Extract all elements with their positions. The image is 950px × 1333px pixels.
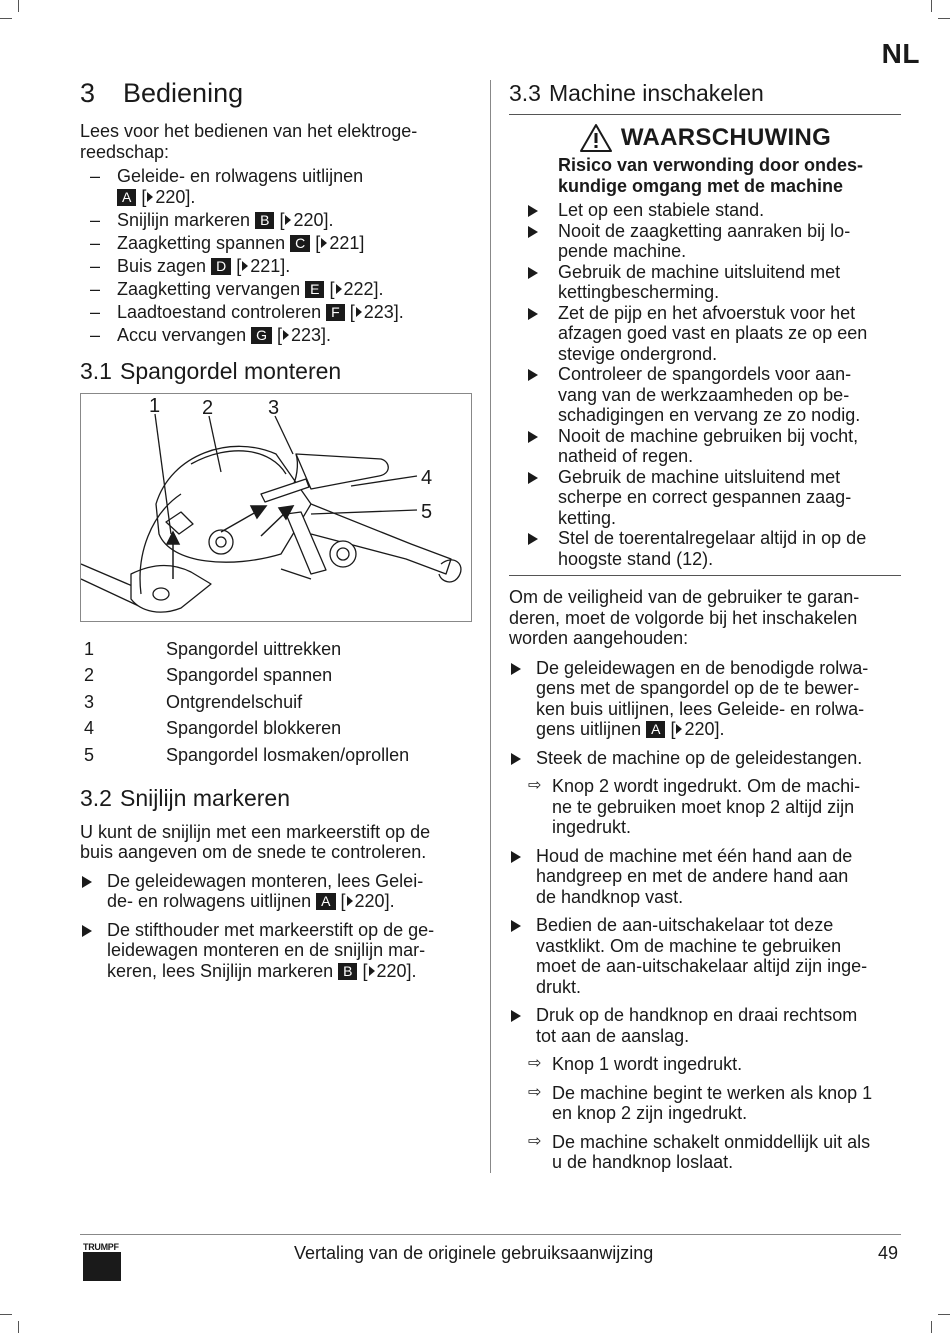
warning-item <box>509 528 901 569</box>
step-line: vastklikt. Om de machine te gebruiken <box>536 935 842 956</box>
footer-rule <box>80 1234 901 1235</box>
warning-subtitle <box>509 155 901 196</box>
legend-row <box>80 689 472 716</box>
column-divider <box>490 80 491 1173</box>
step-line: tot aan de aanslag. <box>536 1025 690 1046</box>
result-line: en knop 2 zijn ingedrukt. <box>552 1103 748 1123</box>
task-item <box>80 279 472 300</box>
warning-subtitle-line: kundige omgang met de machine <box>558 175 844 196</box>
subsection-title: Spangordel monteren <box>119 358 342 384</box>
subsection-number: 3.1 <box>80 358 112 384</box>
callout-label: 4 <box>421 467 433 489</box>
chapter-badge[interactable]: C <box>290 235 310 252</box>
step-line: De geleidewagen monteren, lees Gelei- <box>107 870 424 891</box>
warning-triangle-icon <box>579 123 613 153</box>
crop-mark <box>938 1314 950 1315</box>
step-line: ken buis uitlijnen, lees Geleide- en rolwa- <box>536 698 865 719</box>
warning-line: Nooit de machine gebruiken bij vocht, <box>558 425 859 446</box>
task-text: Accu vervangen <box>117 324 247 345</box>
link-bracket: [ <box>340 891 346 911</box>
page-ref[interactable]: 220]. <box>684 719 725 739</box>
result-line: Knop 2 wordt ingedrukt. Om de machi- <box>552 776 861 796</box>
legend-text: Spangordel blokkeren <box>166 718 342 739</box>
chapter-badge[interactable]: G <box>251 327 272 344</box>
subsection-heading <box>80 785 472 812</box>
warning-heading <box>509 123 901 153</box>
right-column <box>509 78 901 1173</box>
legend-row <box>80 716 472 743</box>
result-list <box>509 776 901 838</box>
section-heading <box>80 78 472 109</box>
result-item <box>509 1083 901 1124</box>
link-bracket: [ <box>279 209 285 230</box>
link-bracket: [ <box>670 719 676 739</box>
page-ref[interactable]: 223]. <box>291 324 332 345</box>
task-item <box>80 233 472 254</box>
page-ref[interactable]: 220]. <box>354 891 395 911</box>
page-link-icon[interactable] <box>147 192 153 202</box>
paragraph-line: Om de veiligheid van de gebruiker te garan- <box>509 587 860 607</box>
step-line: Bedien de aan-uitschakelaar tot deze <box>536 915 834 935</box>
subsection-number: 3.3 <box>509 80 541 106</box>
warning-line: natheid of regen. <box>558 446 694 466</box>
strap-illustration <box>80 393 472 622</box>
left-column <box>80 78 472 385</box>
chapter-badge[interactable]: F <box>326 304 345 321</box>
page-number: 49 <box>877 1243 898 1263</box>
result-line: ingedrukt. <box>552 817 632 837</box>
result-line: Knop 1 wordt ingedrukt. <box>552 1054 743 1074</box>
callout-label: 2 <box>202 397 214 419</box>
subsection-heading <box>80 358 472 385</box>
link-bracket: [ <box>362 960 368 981</box>
result-line: De machine schakelt onmiddellijk uit als <box>552 1131 871 1152</box>
result-arrow-icon: ⇨ <box>528 1083 542 1101</box>
result-line: ne te gebruiken moet knop 2 altijd zijn <box>552 796 855 817</box>
page-link-icon[interactable] <box>285 215 291 225</box>
step-line: De stifthouder met markeerstift op de ge- <box>107 919 435 940</box>
task-text: Laadtoestand controleren <box>117 301 322 322</box>
crop-mark <box>931 1321 932 1333</box>
chapter-badge[interactable]: E <box>305 281 324 298</box>
brand-logo-text: TRUMPF <box>83 1242 119 1252</box>
step-item <box>509 658 901 740</box>
step-list <box>80 871 472 982</box>
legend-text: Ontgrendelschuif <box>166 691 303 712</box>
page-link-icon[interactable] <box>242 261 248 271</box>
page-link-icon[interactable] <box>369 966 375 976</box>
warning-item <box>509 467 901 529</box>
callout-label: 3 <box>268 397 280 419</box>
task-text: Zaagketting vervangen <box>117 278 301 299</box>
strap-drawing <box>81 394 471 621</box>
figure-legend <box>80 636 472 981</box>
subsection-number: 3.2 <box>80 784 112 811</box>
section-number: 3 <box>80 78 96 108</box>
legend-text: Spangordel uittrekken <box>166 638 342 659</box>
step-line: de- en rolwagens uitlijnen <box>107 891 312 911</box>
step-item <box>509 748 901 769</box>
footer-text: Vertaling van de originele gebruiksaanwijzing <box>294 1243 654 1263</box>
task-item <box>80 256 472 277</box>
result-item <box>509 1132 901 1173</box>
link-bracket: [ <box>277 324 283 345</box>
body-paragraph <box>509 587 901 649</box>
task-text: Snijlijn markeren <box>117 209 251 230</box>
paragraph-line: buis aangeven om de snede te controleren. <box>80 842 427 862</box>
page-link-icon[interactable] <box>356 307 362 317</box>
warning-line: ketting. <box>558 507 617 528</box>
page-link-icon[interactable] <box>676 724 682 734</box>
crop-mark <box>18 0 19 12</box>
warning-item <box>509 200 901 221</box>
step-line: leidewagen monteren en de snijlijn mar- <box>107 940 426 960</box>
intro-line: reedschap: <box>80 141 170 162</box>
warning-list <box>509 200 901 569</box>
page-link-icon[interactable] <box>347 896 353 906</box>
legend-number: 4 <box>84 718 95 739</box>
legend-number: 2 <box>84 665 95 686</box>
language-tab: NL <box>881 38 920 69</box>
page-ref[interactable]: 222]. <box>343 278 384 299</box>
callout-label: 1 <box>149 395 161 417</box>
callout-label: 5 <box>421 501 433 523</box>
link-bracket: [ <box>236 255 242 276</box>
chapter-badge[interactable]: A <box>646 721 665 738</box>
link-bracket: [ <box>315 232 321 253</box>
warning-item <box>509 364 901 426</box>
legend-number: 3 <box>84 691 95 712</box>
result-line: u de handknop loslaat. <box>552 1152 734 1172</box>
step-line: gens uitlijnen <box>536 719 642 739</box>
step-list <box>509 658 901 769</box>
legend-row <box>80 742 472 769</box>
warning-item <box>509 262 901 303</box>
legend-row <box>80 663 472 690</box>
page-link-icon[interactable] <box>336 284 342 294</box>
intro-line: Lees voor het bedienen van het elektroge- <box>80 121 418 141</box>
page-ref[interactable]: 220]. <box>293 209 334 230</box>
task-list <box>80 166 472 345</box>
step-item <box>509 915 901 997</box>
intro-text <box>80 121 472 162</box>
result-line: De machine begint te werken als knop 1 <box>552 1082 873 1103</box>
link-bracket: [ <box>329 278 335 299</box>
task-item <box>80 210 472 231</box>
chapter-badge[interactable]: A <box>117 189 136 206</box>
warning-line: Zet de pijp en het afvoerstuk voor het <box>558 302 856 323</box>
link-bracket: [ <box>349 301 355 322</box>
page-link-icon[interactable] <box>283 330 289 340</box>
legend-number: 1 <box>84 638 95 659</box>
step-line: de handknop vast. <box>536 886 684 907</box>
step-line: handgreep en met de andere hand aan <box>536 866 849 886</box>
page-ref[interactable]: 221] <box>329 232 365 253</box>
legend-row <box>80 636 472 663</box>
paragraph-line: worden aangehouden: <box>509 628 689 648</box>
chapter-badge[interactable]: B <box>255 212 274 229</box>
step-line: De geleidewagen en de benodigde rolwa- <box>536 657 869 678</box>
result-arrow-icon: ⇨ <box>528 777 542 794</box>
warning-line: Stel de toerentalregelaar altijd in op de <box>558 528 867 548</box>
task-item <box>80 302 472 323</box>
step-line: drukt. <box>536 976 582 997</box>
warning-line: hoogste stand (12). <box>558 548 714 569</box>
step-list <box>509 846 901 1047</box>
task-text: Buis zagen <box>117 255 207 276</box>
step-item <box>509 846 901 908</box>
result-list <box>509 1054 901 1173</box>
task-item <box>80 325 472 346</box>
legend-text: Spangordel spannen <box>166 665 333 686</box>
link-bracket: [ <box>141 186 147 207</box>
paragraph-line: deren, moet de volgorde bij het inschakelen <box>509 607 858 628</box>
task-item <box>80 166 472 207</box>
warning-line: schadigingen en vervang ze zo nodig. <box>558 405 861 425</box>
step-line: Druk op de handknop en draai rechtsom <box>536 1005 858 1025</box>
step-item <box>509 1005 901 1046</box>
body-paragraph <box>80 822 472 863</box>
crop-mark <box>0 1314 12 1315</box>
step-item <box>80 871 472 912</box>
warning-line: Nooit de zaagketting aanraken bij lo- <box>558 220 851 241</box>
warning-line: Gebruik de machine uitsluitend met <box>558 466 841 487</box>
warning-line: pende machine. <box>558 241 687 261</box>
warning-title: WAARSCHUWING <box>620 124 832 151</box>
step-line: Steek de machine op de geleidestangen. <box>536 747 863 768</box>
brand-logo-block <box>83 1252 121 1281</box>
subsection-title: Snijlijn markeren <box>119 784 290 811</box>
chapter-badge[interactable]: D <box>211 258 231 275</box>
warning-line: vang van de werkzaamheden op be- <box>558 384 850 405</box>
warning-item <box>509 221 901 262</box>
warning-line: afzagen goed vast en plaats ze op een <box>558 323 868 343</box>
task-text: Zaagketting spannen <box>117 232 286 253</box>
result-item <box>509 776 901 838</box>
warning-line: Gebruik de machine uitsluitend met <box>558 261 841 282</box>
chapter-badge[interactable]: B <box>338 963 357 980</box>
legend-text: Spangordel losmaken/oprollen <box>166 744 410 765</box>
subsection-heading <box>509 80 901 107</box>
result-arrow-icon: ⇨ <box>528 1055 542 1072</box>
crop-mark <box>938 18 950 19</box>
step-line: gens met de spangordel op de te bewer- <box>536 678 860 698</box>
task-text: Geleide- en rolwagens uitlijnen <box>117 166 364 186</box>
page-ref[interactable]: 220]. <box>155 186 196 207</box>
warning-line: Let op een stabiele stand. <box>558 200 765 220</box>
warning-item <box>509 303 901 365</box>
subsection-title: Machine inschakelen <box>548 80 764 106</box>
page-link-icon[interactable] <box>321 238 327 248</box>
legend-number: 5 <box>84 744 95 765</box>
crop-mark <box>0 18 12 19</box>
crop-mark <box>931 0 932 12</box>
step-item <box>80 920 472 982</box>
crop-mark <box>18 1321 19 1333</box>
warning-line: kettingbescherming. <box>558 282 720 302</box>
step-line: moet de aan-uitschakelaar altijd zijn inge- <box>536 956 868 976</box>
result-arrow-icon: ⇨ <box>528 1132 542 1150</box>
page-ref[interactable]: 220]. <box>376 960 417 981</box>
warning-bottom-rule <box>509 575 901 576</box>
warning-item <box>509 426 901 467</box>
paragraph-line: U kunt de snijlijn met een markeerstift op de <box>80 821 431 842</box>
warning-subtitle-line: Risico van verwonding door ondes- <box>558 155 864 175</box>
step-line: keren, lees Snijlijn markeren <box>107 960 334 981</box>
result-item <box>509 1054 901 1075</box>
page-ref[interactable]: 223]. <box>363 301 404 322</box>
step-line: Houd de machine met één hand aan de <box>536 845 853 866</box>
page-ref[interactable]: 221]. <box>250 255 291 276</box>
warning-line: Controleer de spangordels voor aan- <box>558 364 852 384</box>
chapter-badge[interactable]: A <box>316 893 335 910</box>
warning-line: scherpe en correct gespannen zaag- <box>558 487 852 507</box>
warning-line: stevige ondergrond. <box>558 343 718 364</box>
section-title: Bediening <box>123 78 244 108</box>
warning-top-rule <box>509 114 901 115</box>
